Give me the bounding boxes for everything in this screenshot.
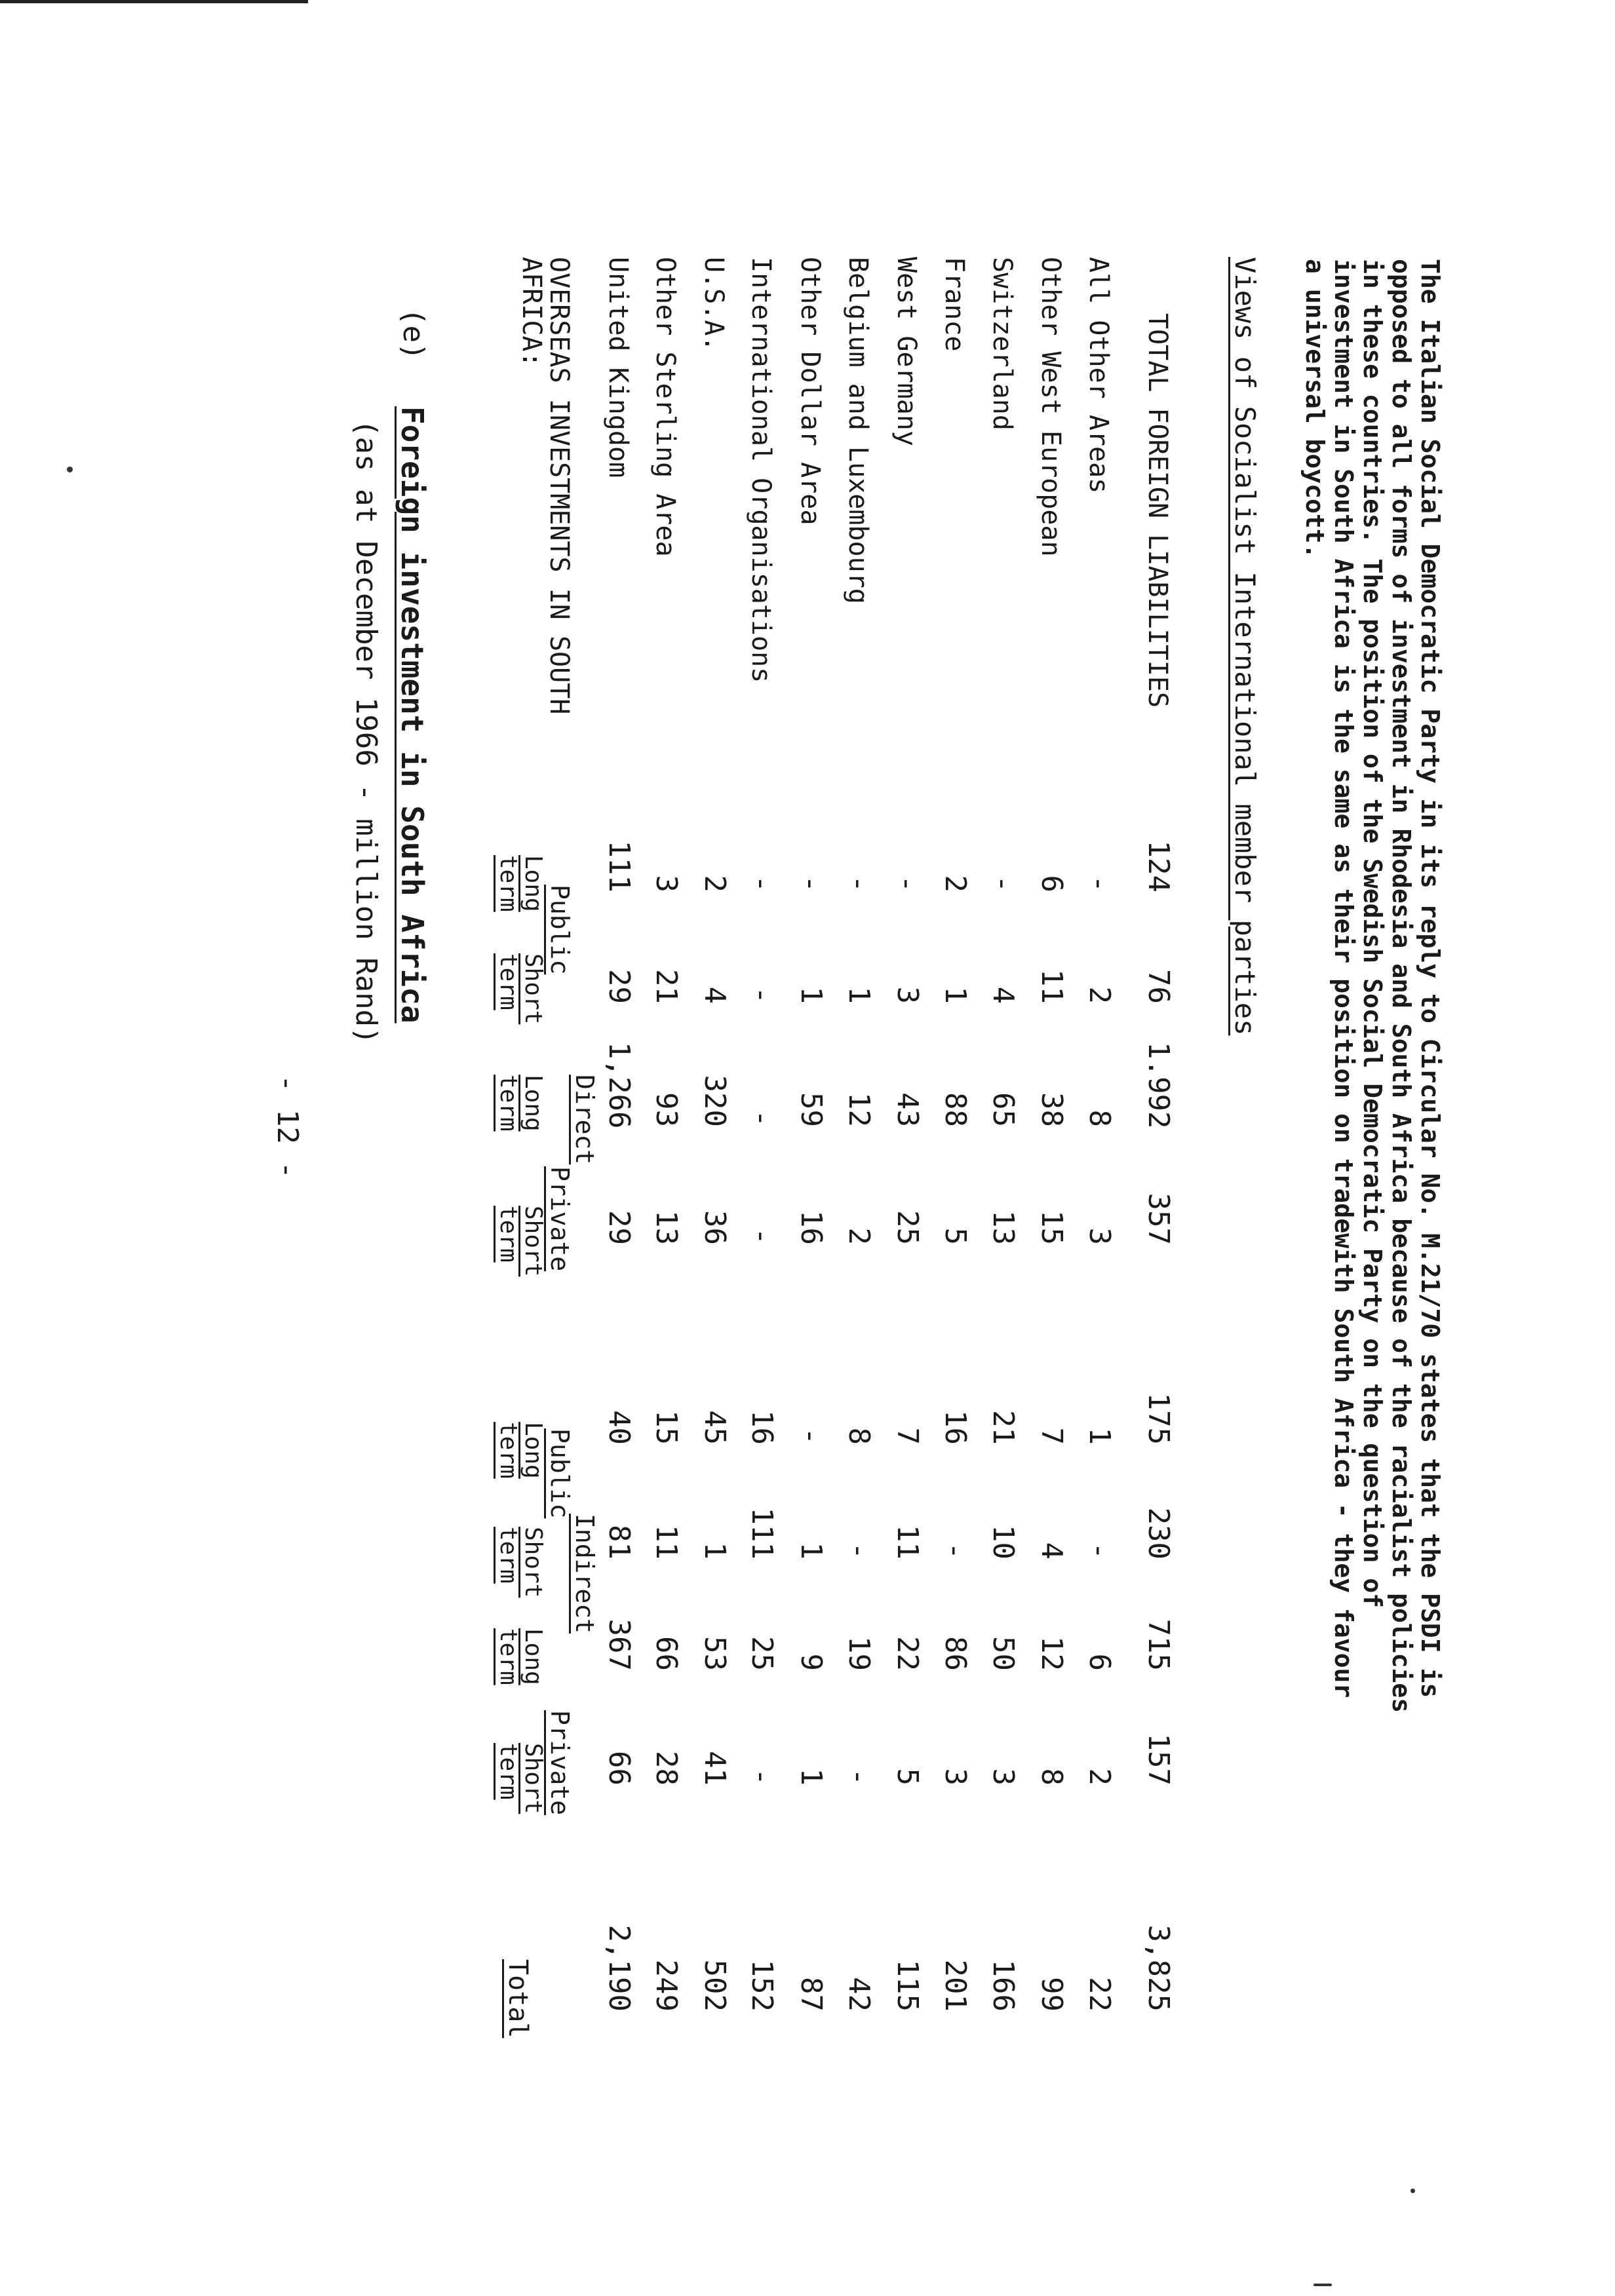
table-cell: 11 xyxy=(650,1525,683,1559)
row-label: U.S.A. xyxy=(699,257,729,352)
total-cell: 175 xyxy=(1142,1392,1175,1445)
table-cell: 5 xyxy=(939,1227,972,1245)
row-label: Other Dollar Area xyxy=(795,257,825,526)
table-cell: 59 xyxy=(794,1092,828,1127)
table-cell-total: 87 xyxy=(794,1977,828,2012)
table-cell: 2 xyxy=(842,1227,876,1245)
row-label: Other Sterling Area xyxy=(650,257,680,557)
table-cell: 8 xyxy=(1035,1768,1068,1786)
subgroup-direct-private: Private xyxy=(545,1166,574,1272)
paragraph-line: investment in South Africa is the same as their position on tradewith South Africa - they favour xyxy=(1329,259,1358,1698)
table-cell-total: 152 xyxy=(745,1959,779,2012)
row-label: All Other Areas xyxy=(1083,257,1114,494)
table-cell: 13 xyxy=(650,1210,683,1245)
col-header-direct-public-long: Long term xyxy=(495,855,547,912)
table-cell: - xyxy=(842,875,876,892)
table-cell: 11 xyxy=(891,1525,924,1559)
table-cell: 28 xyxy=(650,1751,683,1786)
col-header-direct-private-long: Long term xyxy=(495,1075,547,1132)
table-cell: 1,266 xyxy=(602,1042,636,1129)
table-cell: 5 xyxy=(891,1768,924,1786)
table-cell: 25 xyxy=(745,1636,779,1671)
table-cell: 66 xyxy=(602,1751,636,1786)
table-cell: 3 xyxy=(650,875,683,892)
col-header-indirect-public-short: Short term xyxy=(495,1527,547,1598)
section-letter: (e) xyxy=(397,308,430,360)
subgroup-direct-public: Public xyxy=(545,885,574,975)
body-paragraph xyxy=(1300,259,1445,2290)
table-cell: 16 xyxy=(745,1410,779,1445)
table-cell: 1 xyxy=(698,1542,731,1559)
table-cell: 4 xyxy=(698,986,731,1004)
table-cell: - xyxy=(891,875,924,892)
table-cell-total: 249 xyxy=(650,1959,683,2012)
table-cell-total: 2,190 xyxy=(602,1924,636,2012)
table-cell: 12 xyxy=(842,1092,876,1127)
table-cell: 8 xyxy=(842,1427,876,1445)
total-row-label: TOTAL FOREIGN LIABILITIES xyxy=(1142,313,1173,708)
table-cell: 19 xyxy=(842,1636,876,1671)
table-cell: 29 xyxy=(602,969,636,1004)
table-cell: 2 xyxy=(698,875,731,892)
total-cell: 357 xyxy=(1142,1193,1175,1245)
table-cell: 1 xyxy=(842,986,876,1004)
table-cell: 4 xyxy=(986,986,1020,1004)
table-cell-total: 42 xyxy=(842,1977,876,2012)
group-direct: Direct xyxy=(570,1075,599,1165)
col-header-indirect-public-long: Long term xyxy=(495,1422,547,1479)
table-cell: 13 xyxy=(986,1210,1020,1245)
row-label: France xyxy=(939,257,969,352)
table-cell: 81 xyxy=(602,1525,636,1559)
table-cell: 2 xyxy=(1083,986,1116,1004)
col-header-direct-public-short: Short term xyxy=(495,953,547,1025)
row-label: West Germany xyxy=(891,257,922,446)
table-cell: 111 xyxy=(745,1507,779,1559)
col-header-total: Total xyxy=(503,1959,533,2038)
table-cell-total: 166 xyxy=(986,1959,1020,2012)
total-cell: 76 xyxy=(1142,969,1175,1004)
table-cell: 15 xyxy=(650,1410,683,1445)
table-cell: 9 xyxy=(794,1653,828,1671)
row-label: Other West European xyxy=(1036,257,1066,557)
page-number: - 12 - xyxy=(271,1075,304,1179)
row-label: International Organisations xyxy=(746,257,776,683)
table-cell: 1 xyxy=(794,986,828,1004)
total-cell: 157 xyxy=(1142,1733,1175,1786)
table-cell: 41 xyxy=(698,1751,731,1786)
table-cell: 15 xyxy=(1035,1210,1068,1245)
table-cell: 1 xyxy=(794,1768,828,1786)
table-cell: - xyxy=(1083,1542,1116,1559)
table-cell: 25 xyxy=(891,1210,924,1245)
table-cell: 36 xyxy=(698,1210,731,1245)
group-indirect: Indirect xyxy=(570,1514,599,1634)
paragraph-line: The Italian Social Democratic Party in its reply to Circular No. M.21/70 states that the PSDI is xyxy=(1416,259,1445,1698)
table-cell: 7 xyxy=(1035,1427,1068,1445)
table-cell: - xyxy=(745,986,779,1004)
paragraph-line: in these countries. The position of the Swedish Social Democratic Party on the question of xyxy=(1358,259,1387,1609)
table-cell: 65 xyxy=(986,1092,1020,1127)
table-cell: 6 xyxy=(1083,1653,1116,1671)
table-cell: 43 xyxy=(891,1092,924,1127)
row-label: United Kingdom xyxy=(603,257,633,478)
table-cell: 40 xyxy=(602,1410,636,1445)
table-cell: 111 xyxy=(602,840,636,892)
table-cell: 7 xyxy=(891,1427,924,1445)
table-cell: 3 xyxy=(986,1768,1020,1786)
total-cell: 230 xyxy=(1142,1507,1175,1559)
table-cell: 3 xyxy=(939,1768,972,1786)
table-cell: 1 xyxy=(939,986,972,1004)
table-cell: 16 xyxy=(794,1210,828,1245)
col-header-indirect-private-short: Short term xyxy=(495,1743,547,1814)
table-cell: - xyxy=(842,1768,876,1786)
total-cell: 124 xyxy=(1142,840,1175,892)
table-cell-total: 502 xyxy=(698,1959,731,2012)
table-cell: 88 xyxy=(939,1092,972,1127)
table-cell-total: 115 xyxy=(891,1959,924,2012)
table-cell: 21 xyxy=(650,969,683,1004)
table-cell: - xyxy=(842,1542,876,1559)
table-cell: - xyxy=(794,875,828,892)
col-header-direct-private-short: Short term xyxy=(495,1206,547,1277)
table-cell: 53 xyxy=(698,1636,731,1671)
subgroup-indirect-private: Private xyxy=(545,1710,574,1816)
total-cell: 1.992 xyxy=(1142,1042,1175,1129)
table-cell: 29 xyxy=(602,1210,636,1245)
total-cell-grand: 3,825 xyxy=(1142,1924,1175,2012)
table-cell-total: 22 xyxy=(1083,1977,1116,2012)
table-cell: - xyxy=(745,1227,779,1245)
table-cell: - xyxy=(794,1427,828,1445)
table-cell: 2 xyxy=(1083,1768,1116,1786)
table-cell: - xyxy=(745,1109,779,1127)
table-cell: 2 xyxy=(939,875,972,892)
table-cell: 1 xyxy=(794,1542,828,1559)
table-cell: 86 xyxy=(939,1636,972,1671)
table-cell: 21 xyxy=(986,1410,1020,1445)
table-row-header: OVERSEAS INVESTMENTS IN SOUTH AFRICA: xyxy=(516,257,574,715)
table-cell: 12 xyxy=(1035,1636,1068,1671)
table-cell: 4 xyxy=(1035,1542,1068,1559)
table-cell: 11 xyxy=(1035,969,1068,1004)
table-cell: 22 xyxy=(891,1636,924,1671)
table-cell: 93 xyxy=(650,1092,683,1127)
document-subtitle: (as at December 1966 - million Rand) xyxy=(349,419,383,1044)
table-cell: 45 xyxy=(698,1410,731,1445)
table-cell: - xyxy=(745,1768,779,1786)
table-cell: 1 xyxy=(1083,1427,1116,1445)
table-cell: 3 xyxy=(1083,1227,1116,1245)
table-cell: 8 xyxy=(1083,1109,1116,1127)
table-cell: 10 xyxy=(986,1525,1020,1559)
table-cell: - xyxy=(939,1542,972,1559)
table-cell-total: 201 xyxy=(939,1959,972,2012)
row-label: Switzerland xyxy=(987,257,1017,430)
total-cell: 715 xyxy=(1142,1618,1175,1671)
subgroup-indirect-public: Public xyxy=(545,1428,574,1519)
table-cell: 3 xyxy=(891,986,924,1004)
table-cell: 367 xyxy=(602,1618,636,1671)
document-title: Foreign investment in South Africa xyxy=(395,406,430,1024)
table-cell: 6 xyxy=(1035,875,1068,892)
paragraph-line: opposed to all forms of investment in Rhodesia and South Africa because of the racialist policies xyxy=(1387,259,1416,1713)
table-cell: 320 xyxy=(698,1075,731,1127)
table-cell-total: 99 xyxy=(1035,1977,1068,2012)
paragraph-line: a universal boycott. xyxy=(1300,259,1329,559)
table-cell: - xyxy=(745,875,779,892)
table-cell: 16 xyxy=(939,1410,972,1445)
table-cell: - xyxy=(1083,875,1116,892)
table-cell: - xyxy=(986,875,1020,892)
table-cell: 66 xyxy=(650,1636,683,1671)
row-label: Belgium and Luxembourg xyxy=(843,257,873,604)
section-heading: Views of Socialist International member parties xyxy=(1229,257,1261,1036)
table-cell: 50 xyxy=(986,1636,1020,1671)
col-header-indirect-private-long: Long term xyxy=(495,1628,547,1685)
table-cell: 38 xyxy=(1035,1092,1068,1127)
